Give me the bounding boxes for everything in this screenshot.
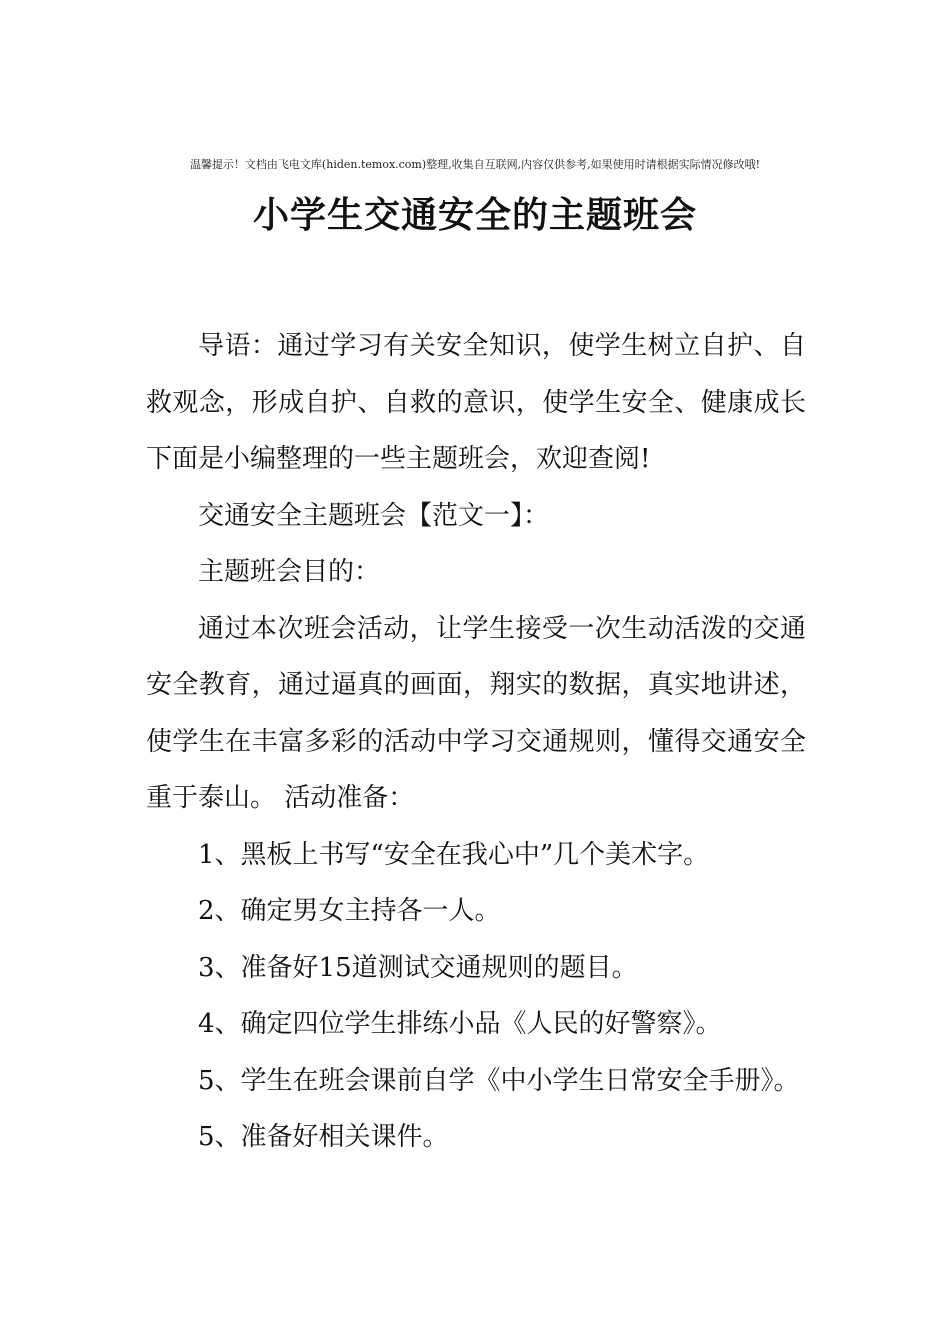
document-title: 小学生交通安全的主题班会 <box>252 194 697 236</box>
list-item: 4、确定四位学生排练小品《人民的好警察》。 <box>198 1009 722 1039</box>
paragraph-intro: 导语：通过学习有关安全知识，使学生树立自护、自救观念，形成自护、自救的意识，使学生安全、健康成长下面是小编整理的一些主题班会，欢迎查阅! <box>146 331 806 474</box>
list-item: 5、学生在班会课前自学《中小学生日常安全手册》。 <box>198 1065 800 1096</box>
list-item: 5、准备好相关课件。 <box>198 1122 449 1152</box>
list-item: 3、准备好15道测试交通规则的题目。 <box>198 952 638 983</box>
paragraph-sample-heading: 交通安全主题班会【范文一】： <box>198 500 550 531</box>
list-item: 1、黑板上书写“安全在我心中”几个美术字。 <box>198 839 710 870</box>
paragraph-purpose-heading: 主题班会目的： <box>198 557 381 587</box>
header-notice: 温馨提示！文档由飞电文库(hiden.temox.com)整理,收集自互联网,内容仅供参考,如果使用时请根据实际情况修改哦! <box>189 158 761 171</box>
paragraph-purpose: 通过本次班会活动，让学生接受一次生动活泼的交通安全教育，通过逼真的画面，翔实的数据，真实地讲述，使学生在丰富多彩的活动中学习交通规则，懂得交通安全重于泰山。 活动准备： <box>146 613 806 813</box>
document-body <box>146 318 806 1166</box>
list-item: 2、确定男女主持各一人。 <box>198 896 501 926</box>
